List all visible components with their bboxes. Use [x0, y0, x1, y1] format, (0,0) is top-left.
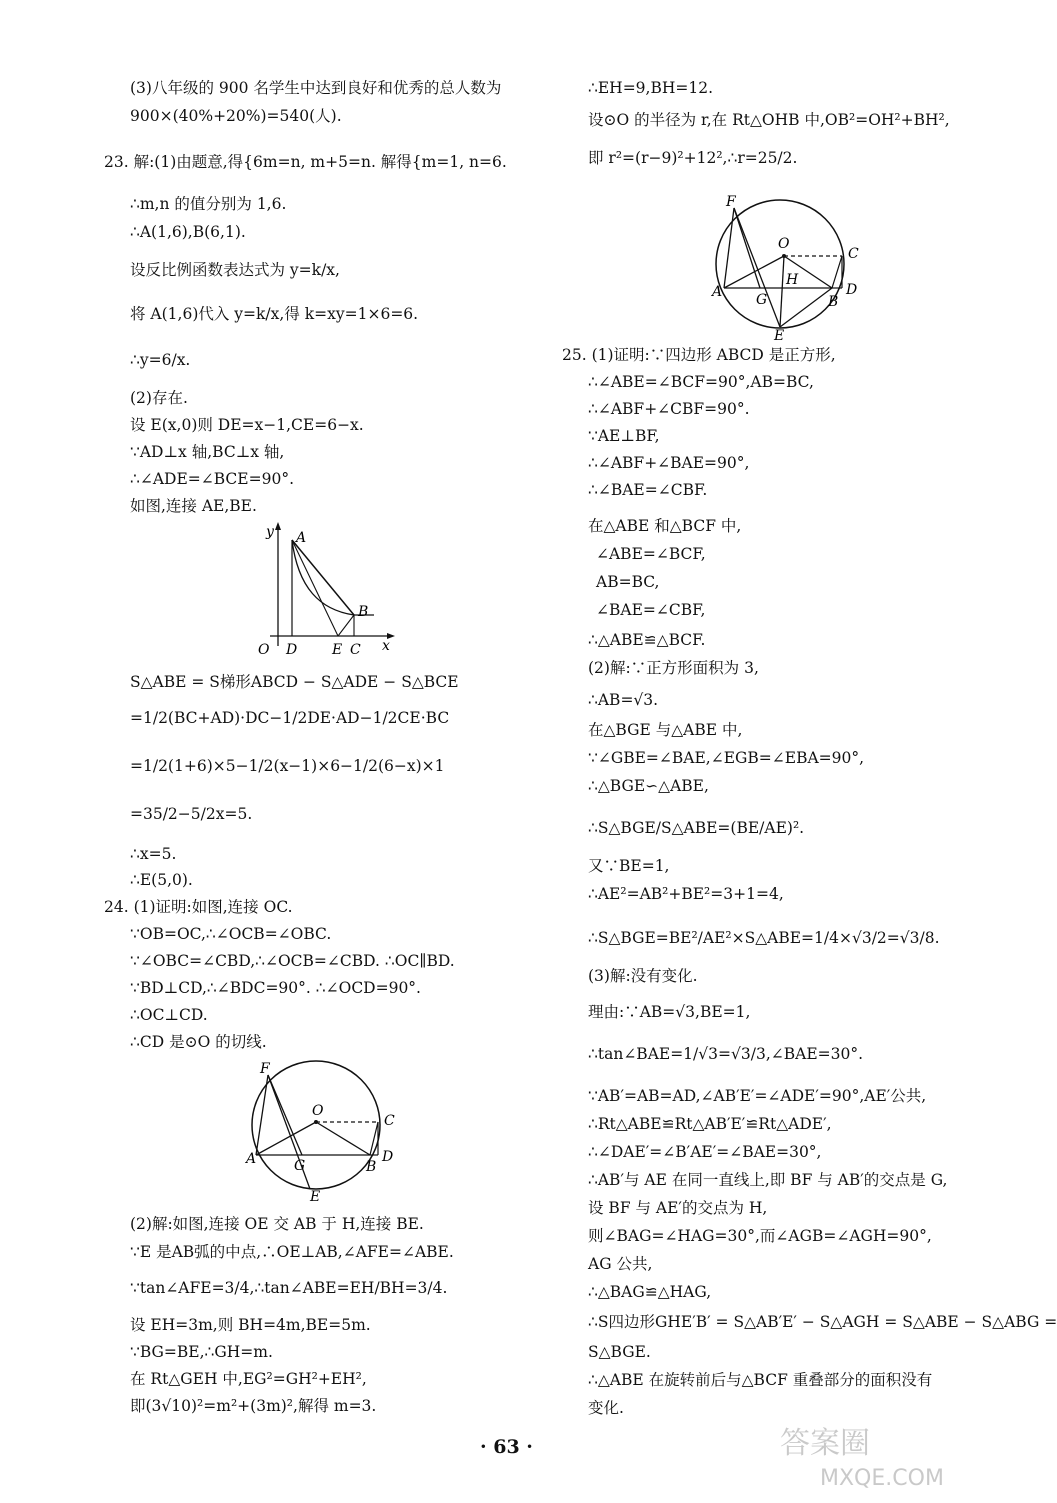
- left-text-line: ∴x=5.: [130, 845, 177, 863]
- right-text-line: ∵AB′=AB=AD,∠AB′E′=∠ADE′=90°,AE′公共,: [588, 1087, 927, 1105]
- right-text-line: ∴△BGE∽△ABE,: [588, 777, 709, 795]
- label-a: A: [246, 1151, 257, 1167]
- label-a: A: [296, 530, 307, 546]
- page-number: · 63 ·: [480, 1436, 533, 1458]
- left-text-line: ∴E(5,0).: [130, 871, 193, 889]
- right-text-line: ∴AE²=AB²+BE²=3+1=4,: [588, 885, 784, 903]
- label-o: O: [312, 1103, 324, 1119]
- right-text-line: ∠BAE=∠CBF,: [596, 601, 706, 619]
- right-text-line: ∴∠DAE′=∠B′AE′=∠BAE=30°,: [588, 1143, 822, 1161]
- right-text-line: 即 r²=(r−9)²+12²,∴r=25/2.: [588, 149, 798, 167]
- label-a: A: [712, 284, 723, 300]
- right-text-line: ∴∠ABE=∠BCF=90°,AB=BC,: [588, 373, 814, 391]
- right-text-line: ∴S四边形GHE′B′ = S△AB′E′ − S△AGH = S△ABE − S△ABG =: [588, 1313, 1057, 1331]
- left-text-line: ∴A(1,6),B(6,1).: [130, 223, 246, 241]
- left-text-line: (2)解:如图,连接 OE 交 AB 于 H,连接 BE.: [130, 1215, 424, 1233]
- left-text-line: =35/2−5/2x=5.: [130, 805, 253, 823]
- label-o: O: [778, 236, 790, 252]
- left-text-line: 即(3√10)²=m²+(3m)²,解得 m=3.: [130, 1397, 377, 1415]
- left-text-line: 23. 解:(1)由题意,得{6m=n, m+5=n. 解得{m=1, n=6.: [104, 153, 507, 171]
- right-text-line: (2)解:∵正方形面积为 3,: [588, 659, 759, 677]
- left-text-line: ∴OC⊥CD.: [130, 1006, 208, 1024]
- left-text-line: =1/2(BC+AD)·DC−1/2DE·AD−1/2CE·BC: [130, 709, 450, 727]
- label-x: x: [382, 638, 390, 654]
- right-text-line: (3)解:没有变化.: [588, 967, 698, 985]
- label-g: G: [756, 292, 768, 308]
- label-e: E: [310, 1189, 321, 1205]
- left-text-line: 将 A(1,6)代入 y=k/x,得 k=xy=1×6=6.: [130, 305, 419, 323]
- right-text-line: ∴△ABE≌△BCF.: [588, 631, 706, 649]
- label-b: B: [358, 604, 369, 620]
- right-text-line: ∴tan∠BAE=1/√3=√3/3,∠BAE=30°.: [588, 1045, 864, 1063]
- left-text-line: ∵tan∠AFE=3/4,∴tan∠ABE=EH/BH=3/4.: [130, 1279, 448, 1297]
- label-b: B: [828, 294, 839, 310]
- left-text-line: ∵AD⊥x 轴,BC⊥x 轴,: [130, 443, 285, 461]
- label-e: E: [774, 328, 785, 344]
- label-f: F: [726, 194, 736, 210]
- right-text-line: ∴∠ABF+∠CBF=90°.: [588, 400, 750, 418]
- right-text-line: AG 公共,: [588, 1255, 653, 1273]
- label-y: y: [266, 524, 274, 540]
- left-text-line: ∵∠OBC=∠CBD,∴∠OCB=∠CBD. ∴OC∥BD.: [130, 952, 455, 970]
- right-text-line: ∴∠BAE=∠CBF.: [588, 481, 708, 499]
- left-text-line: ∵BD⊥CD,∴∠BDC=90°. ∴∠OCD=90°.: [130, 979, 421, 997]
- label-g: G: [294, 1158, 306, 1174]
- label-e: E: [332, 642, 343, 658]
- right-text-line: ∴Rt△ABE≌Rt△AB′E′≌Rt△ADE′,: [588, 1115, 832, 1133]
- right-text-line: ∵AE⊥BF,: [588, 427, 660, 445]
- label-d: D: [382, 1149, 394, 1165]
- right-text-line: AB=BC,: [596, 573, 660, 591]
- right-text-line: 设⊙O 的半径为 r,在 Rt△OHB 中,OB²=OH²+BH²,: [588, 111, 950, 129]
- right-text-line: ∴S△BGE/S△ABE=(BE/AE)².: [588, 819, 805, 837]
- right-text-line: ∵∠GBE=∠BAE,∠EGB=∠EBA=90°,: [588, 749, 865, 767]
- left-text-line: 如图,连接 AE,BE.: [130, 497, 257, 515]
- circle-figure-q24-h: [708, 192, 878, 342]
- right-text-line: 理由:∵AB=√3,BE=1,: [588, 1003, 751, 1021]
- left-text-line: ∵OB=OC,∴∠OCB=∠OBC.: [130, 925, 332, 943]
- label-f: F: [260, 1061, 270, 1077]
- left-text-line: (2)存在.: [130, 389, 188, 407]
- left-text-line: ∴∠ADE=∠BCE=90°.: [130, 470, 294, 488]
- left-text-line: ∴m,n 的值分别为 1,6.: [130, 195, 287, 213]
- right-text-line: ∴AB′与 AE 在同一直线上,即 BF 与 AB′的交点是 G,: [588, 1171, 948, 1189]
- right-text-line: S△BGE.: [588, 1343, 651, 1361]
- svg-text:MXQE.COM: MXQE.COM: [820, 1466, 944, 1491]
- right-text-line: 变化.: [588, 1399, 624, 1417]
- right-text-line: ∠ABE=∠BCF,: [596, 545, 706, 563]
- right-text-line: 又∵BE=1,: [588, 857, 670, 875]
- right-text-line: 25. (1)证明:∵四边形 ABCD 是正方形,: [562, 346, 836, 364]
- left-text-line: 设反比例函数表达式为 y=k/x,: [130, 261, 340, 279]
- right-text-line: ∴△ABE 在旋转前后与△BCF 重叠部分的面积没有: [588, 1371, 933, 1389]
- left-text-line: ∴y=6/x.: [130, 351, 191, 369]
- right-text-line: ∴S△BGE=BE²/AE²×S△ABE=1/4×√3/2=√3/8.: [588, 929, 940, 947]
- right-text-line: 则∠BAG=∠HAG=30°,而∠AGB=∠AGH=90°,: [588, 1227, 932, 1245]
- left-text-line: (3)八年级的 900 名学生中达到良好和优秀的总人数为: [130, 79, 502, 97]
- circle-figure-q24: [244, 1055, 414, 1205]
- left-text-line: 900×(40%+20%)=540(人).: [130, 107, 342, 125]
- right-text-line: 在△BGE 与△ABE 中,: [588, 721, 743, 739]
- right-text-line: ∴EH=9,BH=12.: [588, 79, 714, 97]
- label-c: C: [350, 642, 361, 658]
- left-text-line: 24. (1)证明:如图,连接 OC.: [104, 898, 293, 916]
- left-text-line: S△ABE = S梯形ABCD − S△ADE − S△BCE: [130, 673, 459, 691]
- left-text-line: 设 E(x,0)则 DE=x−1,CE=6−x.: [130, 416, 364, 434]
- coordinate-figure: [250, 518, 400, 658]
- left-text-line: ∵BG=BE,∴GH=m.: [130, 1343, 273, 1361]
- left-text-line: ∵E 是AB弧的中点,∴OE⊥AB,∠AFE=∠ABE.: [130, 1243, 454, 1261]
- left-text-line: 设 EH=3m,则 BH=4m,BE=5m.: [130, 1316, 371, 1334]
- label-d: D: [846, 282, 858, 298]
- label-c: C: [848, 246, 859, 262]
- right-text-line: ∴AB=√3.: [588, 691, 659, 709]
- right-text-line: 设 BF 与 AE′的交点为 H,: [588, 1199, 768, 1217]
- label-b: B: [366, 1159, 377, 1175]
- label-d: D: [286, 642, 298, 658]
- label-h: H: [786, 272, 799, 288]
- label-c: C: [384, 1113, 395, 1129]
- right-text-line: 在△ABE 和△BCF 中,: [588, 517, 742, 535]
- watermark-text: 答案圈: [780, 1426, 870, 1461]
- left-text-line: 在 Rt△GEH 中,EG²=GH²+EH²,: [130, 1370, 367, 1388]
- left-text-line: ∴CD 是⊙O 的切线.: [130, 1033, 267, 1051]
- label-o: O: [258, 642, 270, 658]
- right-text-line: ∴∠ABF+∠BAE=90°,: [588, 454, 750, 472]
- watermark-logo: [760, 1413, 990, 1493]
- left-text-line: =1/2(1+6)×5−1/2(x−1)×6−1/2(6−x)×1: [130, 757, 445, 775]
- right-text-line: ∴△BAG≌△HAG,: [588, 1283, 712, 1301]
